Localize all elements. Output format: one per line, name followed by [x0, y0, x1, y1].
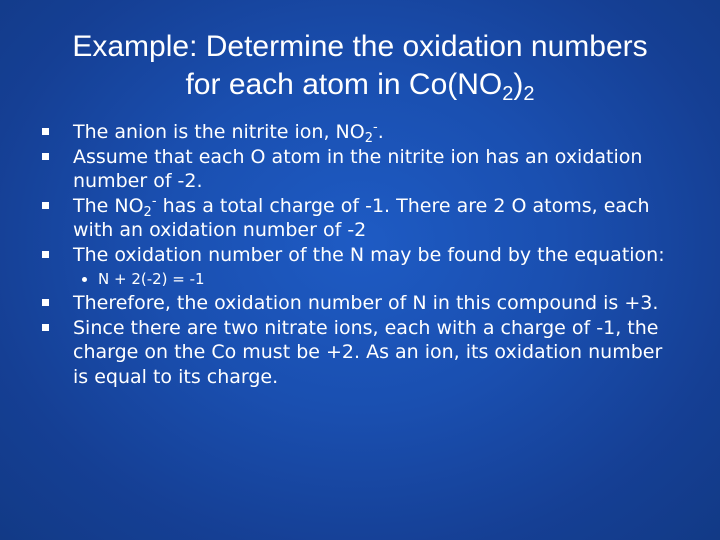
- bullet-item: [40, 316, 680, 390]
- title-subscript-2: 2: [523, 83, 535, 105]
- bullet-text: Assume that each O atom in the nitrite ion has an oxidation number of -2.: [73, 145, 643, 192]
- title-line-2-text: for each atom in Co(NO: [185, 68, 503, 101]
- bullet-item: [40, 120, 680, 145]
- square-bullet-icon: [42, 251, 49, 258]
- subscript: 2: [364, 131, 373, 146]
- bullet-text-end: has a total charge of -1. There are 2 O atoms, each with an oxidation number of -2: [73, 194, 650, 241]
- title-paren: ): [513, 68, 524, 101]
- sub-bullet-item: [40, 267, 680, 291]
- square-bullet-icon: [42, 128, 49, 135]
- bullet-item: [40, 243, 680, 268]
- bullet-item: [40, 145, 680, 194]
- superscript: -: [151, 193, 157, 209]
- square-bullet-icon: [42, 153, 49, 160]
- bullet-text: Since there are two nitrate ions, each with a charge of -1, the charge on the Co must be +2. As an ion, its oxidation number is equal to its charge.: [73, 316, 663, 388]
- slide-title: [0, 28, 720, 104]
- equation-text: N + 2(-2) = -1: [98, 270, 205, 288]
- bullet-item: [40, 194, 680, 243]
- bullet-item: [40, 291, 680, 316]
- bullet-text: Therefore, the oxidation number of N in this compound is +3.: [73, 292, 659, 314]
- bullet-text-end: .: [377, 121, 384, 143]
- square-bullet-icon: [42, 202, 49, 209]
- superscript: -: [373, 120, 378, 135]
- round-bullet-icon: [82, 277, 87, 282]
- subscript: 2: [143, 204, 152, 220]
- bullet-text: The oxidation number of the N may be found by the equation:: [73, 243, 665, 266]
- square-bullet-icon: [42, 299, 49, 306]
- title-subscript-1: 2: [502, 83, 514, 105]
- bullet-text: The NO: [73, 194, 144, 217]
- title-line-2: [0, 66, 720, 104]
- bullet-text: The anion is the nitrite ion, NO: [73, 121, 365, 143]
- title-line-1: Example: Determine the oxidation numbers: [72, 30, 648, 63]
- slide-body: [40, 120, 680, 389]
- square-bullet-icon: [42, 324, 49, 331]
